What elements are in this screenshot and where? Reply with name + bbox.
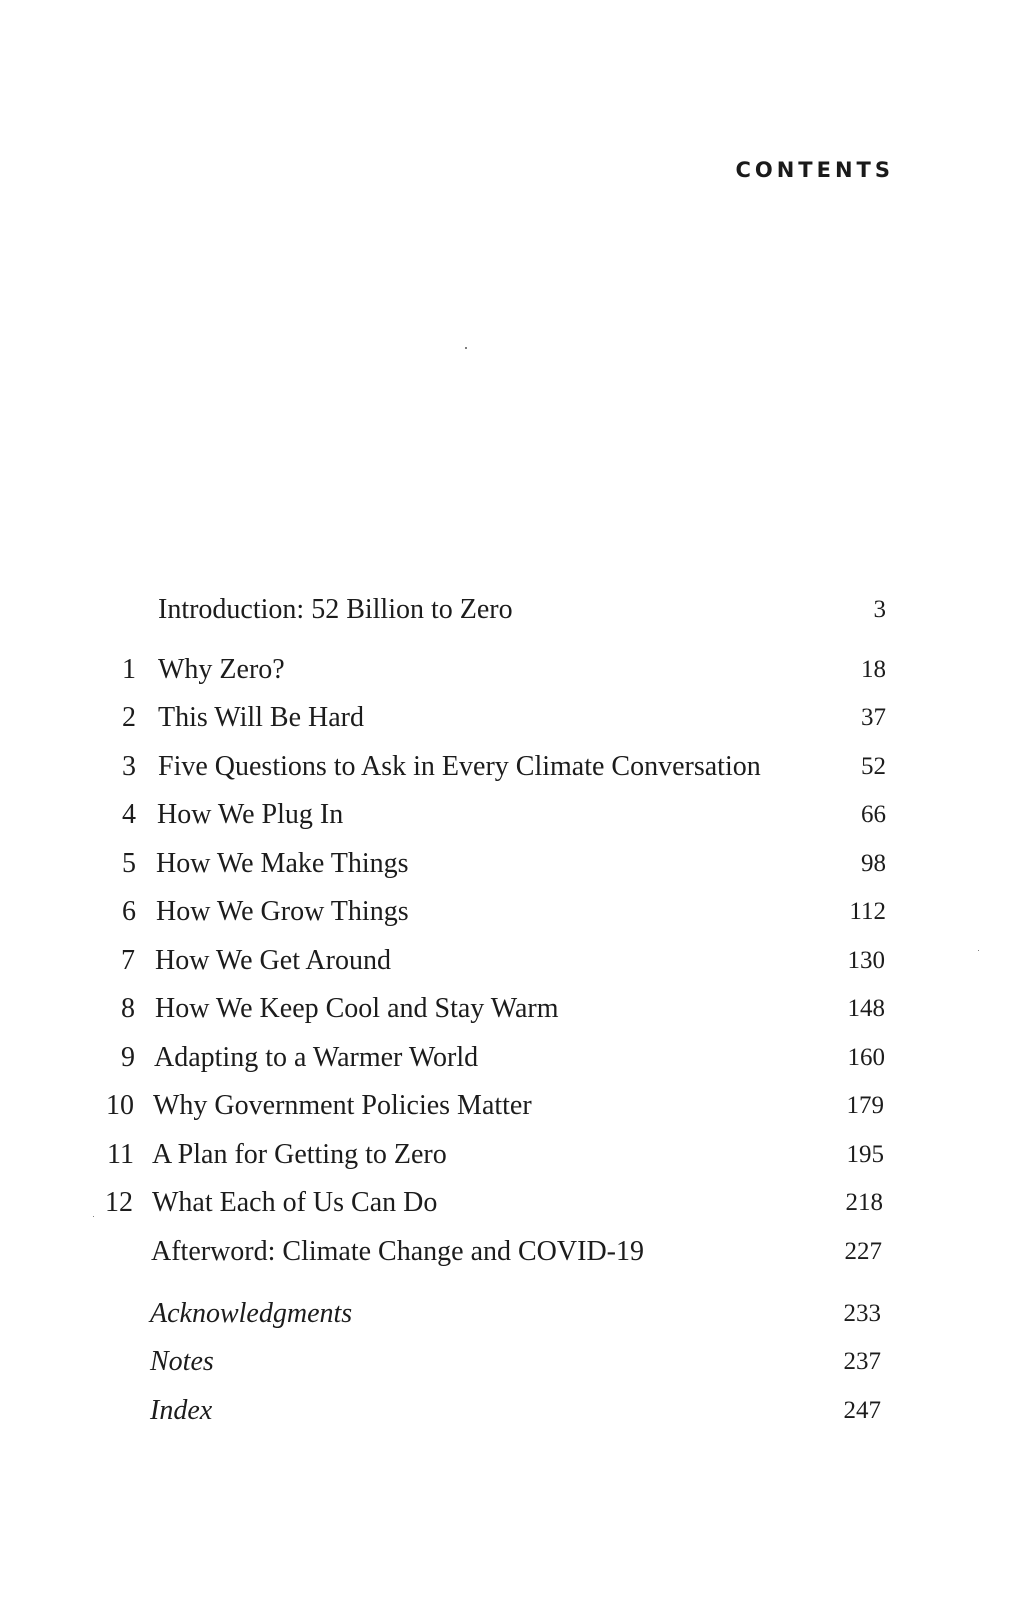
chapter-number: 9: [121, 1042, 135, 1073]
chapter-title: This Will Be Hard: [158, 702, 364, 733]
chapter-number: 11: [107, 1139, 134, 1170]
page-number: 227: [844, 1238, 882, 1265]
page-number: 233: [843, 1300, 881, 1327]
chapter-number: 6: [122, 896, 136, 927]
chapter-number: 2: [122, 702, 136, 733]
chapter-number: 7: [121, 945, 135, 976]
page-number: 37: [861, 704, 886, 731]
page-number: 52: [861, 753, 886, 780]
chapter-title: How We Plug In: [157, 799, 344, 830]
page-number: 18: [861, 656, 886, 683]
chapter-title: Introduction: 52 Billion to Zero: [158, 594, 513, 625]
chapter-number: 8: [121, 993, 135, 1024]
chapter-number: 10: [106, 1090, 134, 1121]
chapter-number: 1: [122, 654, 136, 685]
page-number: 179: [846, 1092, 884, 1119]
chapter-title: How We Make Things: [156, 848, 409, 879]
page-number: 66: [861, 801, 886, 828]
page-number: 130: [847, 947, 885, 974]
chapter-title: Five Questions to Ask in Every Climate Conversation: [158, 751, 761, 782]
page-number: 237: [843, 1348, 881, 1375]
chapter-title: Adapting to a Warmer World: [154, 1042, 479, 1073]
page-number: 160: [847, 1044, 885, 1071]
back-matter-title: Acknowledgments: [150, 1298, 353, 1329]
chapter-number: 12: [105, 1187, 133, 1218]
contents-heading: CONTENTS: [735, 158, 894, 182]
chapter-title: What Each of Us Can Do: [152, 1187, 438, 1218]
page-number: 112: [849, 898, 886, 925]
chapter-title: A Plan for Getting to Zero: [152, 1139, 447, 1170]
page-number: 148: [847, 995, 885, 1022]
chapter-title: Afterword: Climate Change and COVID-19: [151, 1236, 644, 1267]
chapter-title: Why Zero?: [158, 654, 285, 685]
page-number: 218: [845, 1189, 883, 1216]
page-number: 247: [843, 1397, 881, 1424]
chapter-title: How We Keep Cool and Stay Warm: [155, 993, 559, 1024]
chapter-number: 3: [122, 751, 136, 782]
chapter-title: Why Government Policies Matter: [153, 1090, 532, 1121]
page-number: 98: [861, 850, 886, 877]
chapter-number: 5: [122, 848, 136, 879]
chapter-number: 4: [122, 799, 136, 830]
chapter-title: How We Grow Things: [156, 896, 409, 927]
page-number: 3: [873, 596, 886, 623]
chapter-title: How We Get Around: [155, 945, 391, 976]
back-matter-title: Notes: [150, 1346, 214, 1377]
back-matter-title: Index: [150, 1395, 213, 1426]
page-number: 195: [846, 1141, 884, 1168]
